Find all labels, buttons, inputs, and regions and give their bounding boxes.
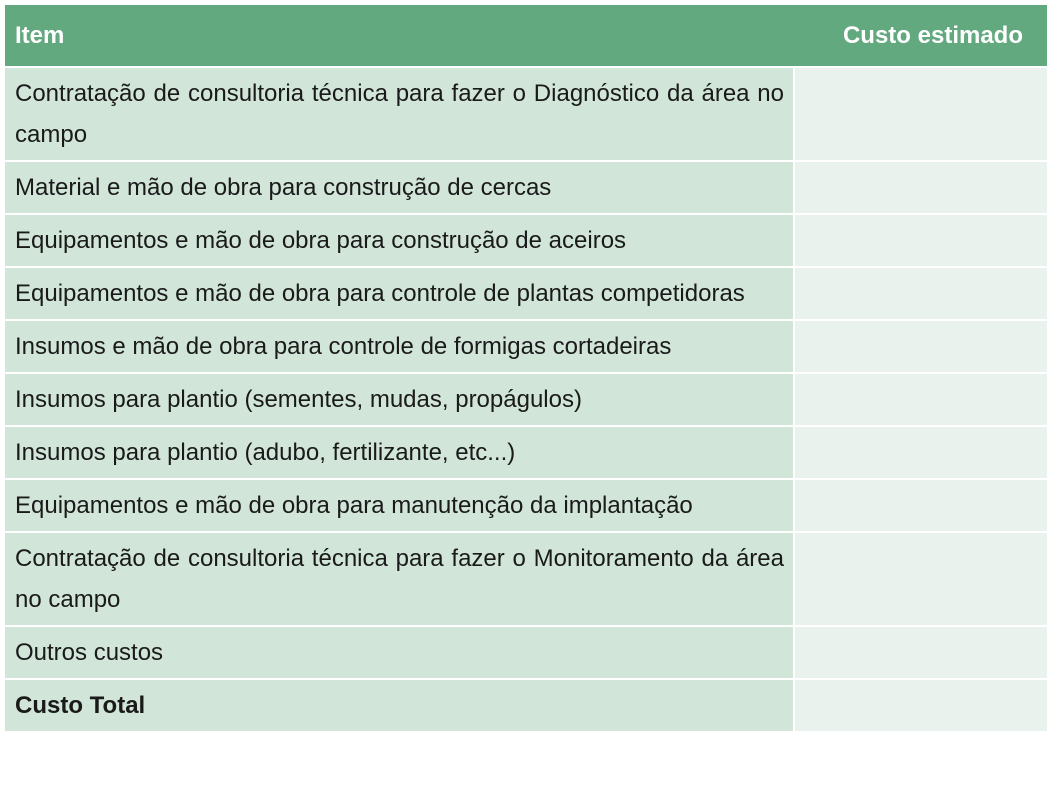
table-row [5,214,1047,267]
item-cell: Outros custos [5,626,794,679]
cost-cell[interactable] [794,426,1047,479]
cost-cell[interactable] [794,373,1047,426]
cost-cell[interactable] [794,532,1047,626]
column-header-item: Item [5,5,794,67]
table-row [5,426,1047,479]
table-row [5,67,1047,161]
cost-cell[interactable] [794,67,1047,161]
table-row [5,320,1047,373]
item-cell: Insumos e mão de obra para controle de formigas cortadeiras [5,320,794,373]
cost-cell[interactable] [794,626,1047,679]
cost-cell[interactable] [794,320,1047,373]
item-cell: Insumos para plantio (adubo, fertilizante, etc...) [5,426,794,479]
cost-cell[interactable] [794,161,1047,214]
item-cell: Equipamentos e mão de obra para construção de aceiros [5,214,794,267]
total-row [5,679,1047,732]
item-cell: Material e mão de obra para construção de cercas [5,161,794,214]
item-cell: Equipamentos e mão de obra para controle de plantas competidoras [5,267,794,320]
column-header-cost: Custo estimado [794,5,1047,67]
cost-cell[interactable] [794,267,1047,320]
table-row [5,161,1047,214]
table-row [5,532,1047,626]
cost-estimate-table [5,5,1047,733]
item-cell: Equipamentos e mão de obra para manutenção da implantação [5,479,794,532]
cost-cell[interactable] [794,214,1047,267]
table-row [5,479,1047,532]
cost-cell[interactable] [794,479,1047,532]
total-label-cell: Custo Total [5,679,794,732]
total-cost-cell[interactable] [794,679,1047,732]
table-header-row [5,5,1047,67]
table-row [5,373,1047,426]
table-row [5,626,1047,679]
item-cell: Contratação de consultoria técnica para fazer o Monitoramento da área no campo [5,532,794,626]
item-cell: Insumos para plantio (sementes, mudas, propágulos) [5,373,794,426]
table-row [5,267,1047,320]
item-cell: Contratação de consultoria técnica para fazer o Diagnóstico da área no campo [5,67,794,161]
